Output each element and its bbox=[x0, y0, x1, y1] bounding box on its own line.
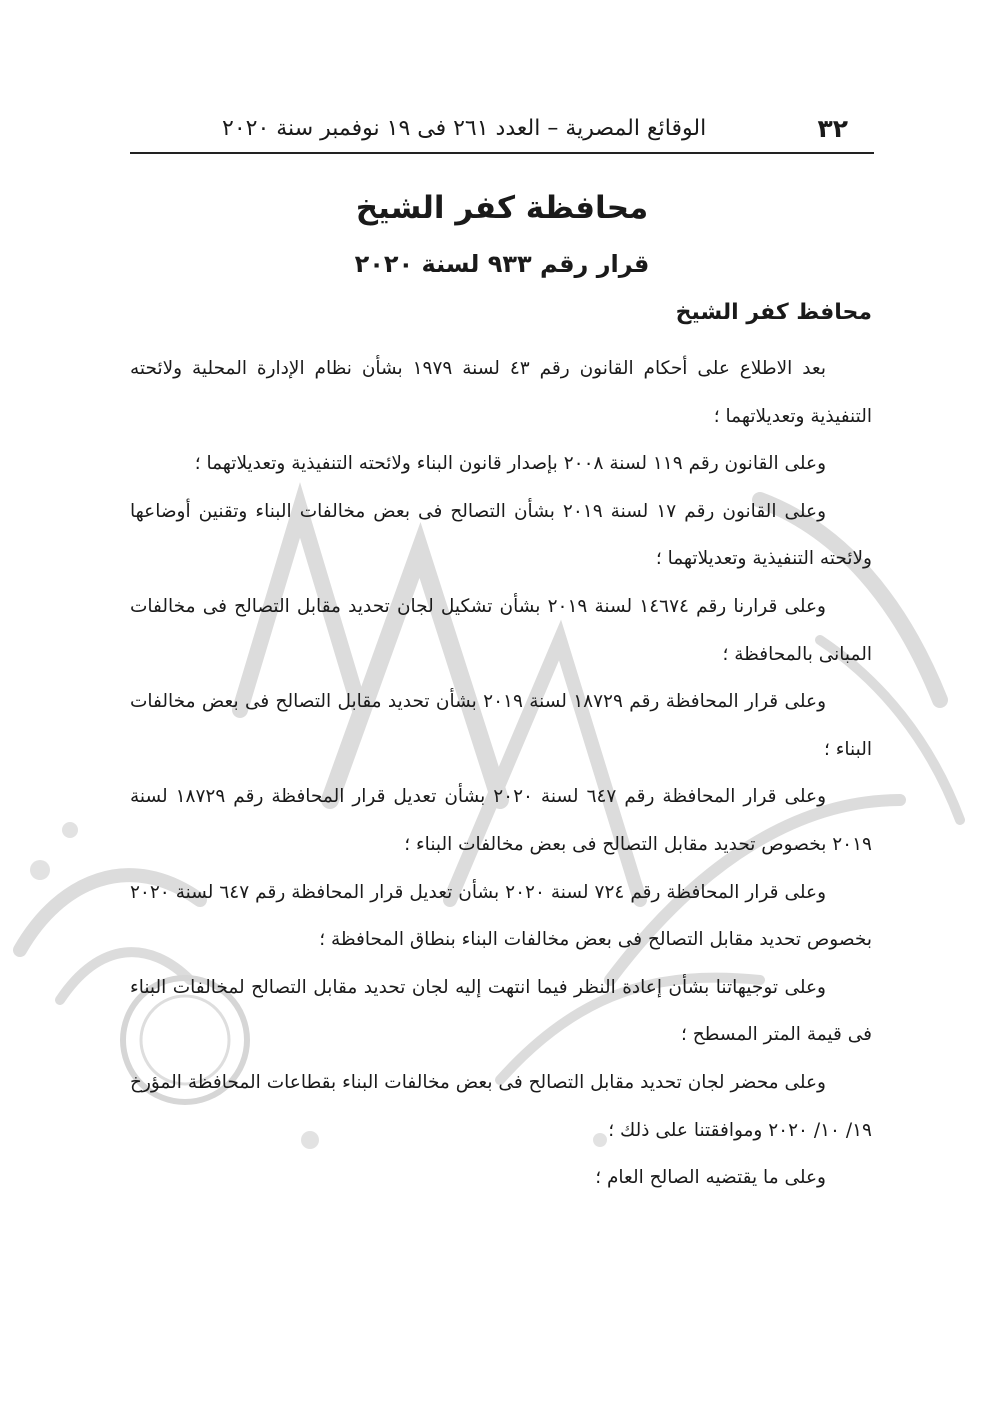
preamble-paragraph: وعلى القانون رقم ١٧ لسنة ٢٠١٩ بشأن التصالح فى بعض مخالفات البناء وتقنين أوضاعها ولائحته التنفيذية وتعديلاتهما ؛ bbox=[130, 500, 872, 570]
running-header bbox=[130, 112, 874, 154]
preamble-paragraph: بعد الاطلاع على أحكام القانون رقم ٤٣ لسنة ١٩٧٩ بشأن نظام الإدارة المحلية ولائحته التنفيذية وتعديلاتهما ؛ bbox=[130, 358, 872, 427]
preamble-paragraph: وعلى قرار المحافظة رقم ١٨٧٢٩ لسنة ٢٠١٩ بشأن تحديد مقابل التصالح فى بعض مخالفات البناء ؛ bbox=[130, 691, 872, 760]
preamble-paragraph: وعلى القانون رقم ١١٩ لسنة ٢٠٠٨ بإصدار قانون البناء ولائحته التنفيذية وتعديلاتهما ؛ bbox=[194, 453, 826, 475]
preamble-paragraph: وعلى قرار المحافظة رقم ٧٢٤ لسنة ٢٠٢٠ بشأن تعديل قرار المحافظة رقم ٦٤٧ لسنة ٢٠٢٠ بخصوص تحديد مقابل التصالح فى بعض مخالفات البناء بنطاق المحافظة ؛ bbox=[130, 881, 872, 951]
issuer-heading: محافظ كفر الشيخ bbox=[675, 300, 872, 325]
preamble-paragraph: وعلى قرار المحافظة رقم ٦٤٧ لسنة ٢٠٢٠ بشأن تعديل قرار المحافظة رقم ١٨٧٢٩ لسنة ٢٠١٩ بخصوص تحديد مقابل التصالح فى بعض مخالفات البناء ؛ bbox=[130, 786, 872, 855]
preamble-paragraph: وعلى محضر لجان تحديد مقابل التصالح فى بعض مخالفات البناء بقطاعات المحافظة المؤرخ ١٩/ ١٠/ ٢٠٢٠ وموافقتنا على ذلك ؛ bbox=[130, 1071, 872, 1141]
gazette-issue-line: الوقائع المصرية – العدد ٢٦١ فى ١٩ نوفمبر سنة ٢٠٢٠ bbox=[222, 116, 707, 141]
decree-title: قرار رقم ٩٣٣ لسنة ٢٠٢٠ bbox=[354, 250, 650, 278]
page-number: ٣٢ bbox=[817, 114, 848, 143]
governorate-title: محافظة كفر الشيخ bbox=[355, 190, 649, 226]
preamble-paragraph: وعلى ما يقتضيه الصالح العام ؛ bbox=[595, 1167, 826, 1189]
decree-preamble bbox=[130, 345, 872, 1202]
preamble-paragraph: وعلى توجيهاتنا بشأن إعادة النظر فيما انتهت إليه لجان تحديد مقابل التصالح لمخالفات البناء فى قيمة المتر المسطح ؛ bbox=[130, 976, 872, 1046]
preamble-paragraph: وعلى قرارنا رقم ١٤٦٧٤ لسنة ٢٠١٩ بشأن تشكيل لجان تحديد مقابل التصالح فى مخالفات المبانى بالمحافظة ؛ bbox=[130, 595, 872, 665]
